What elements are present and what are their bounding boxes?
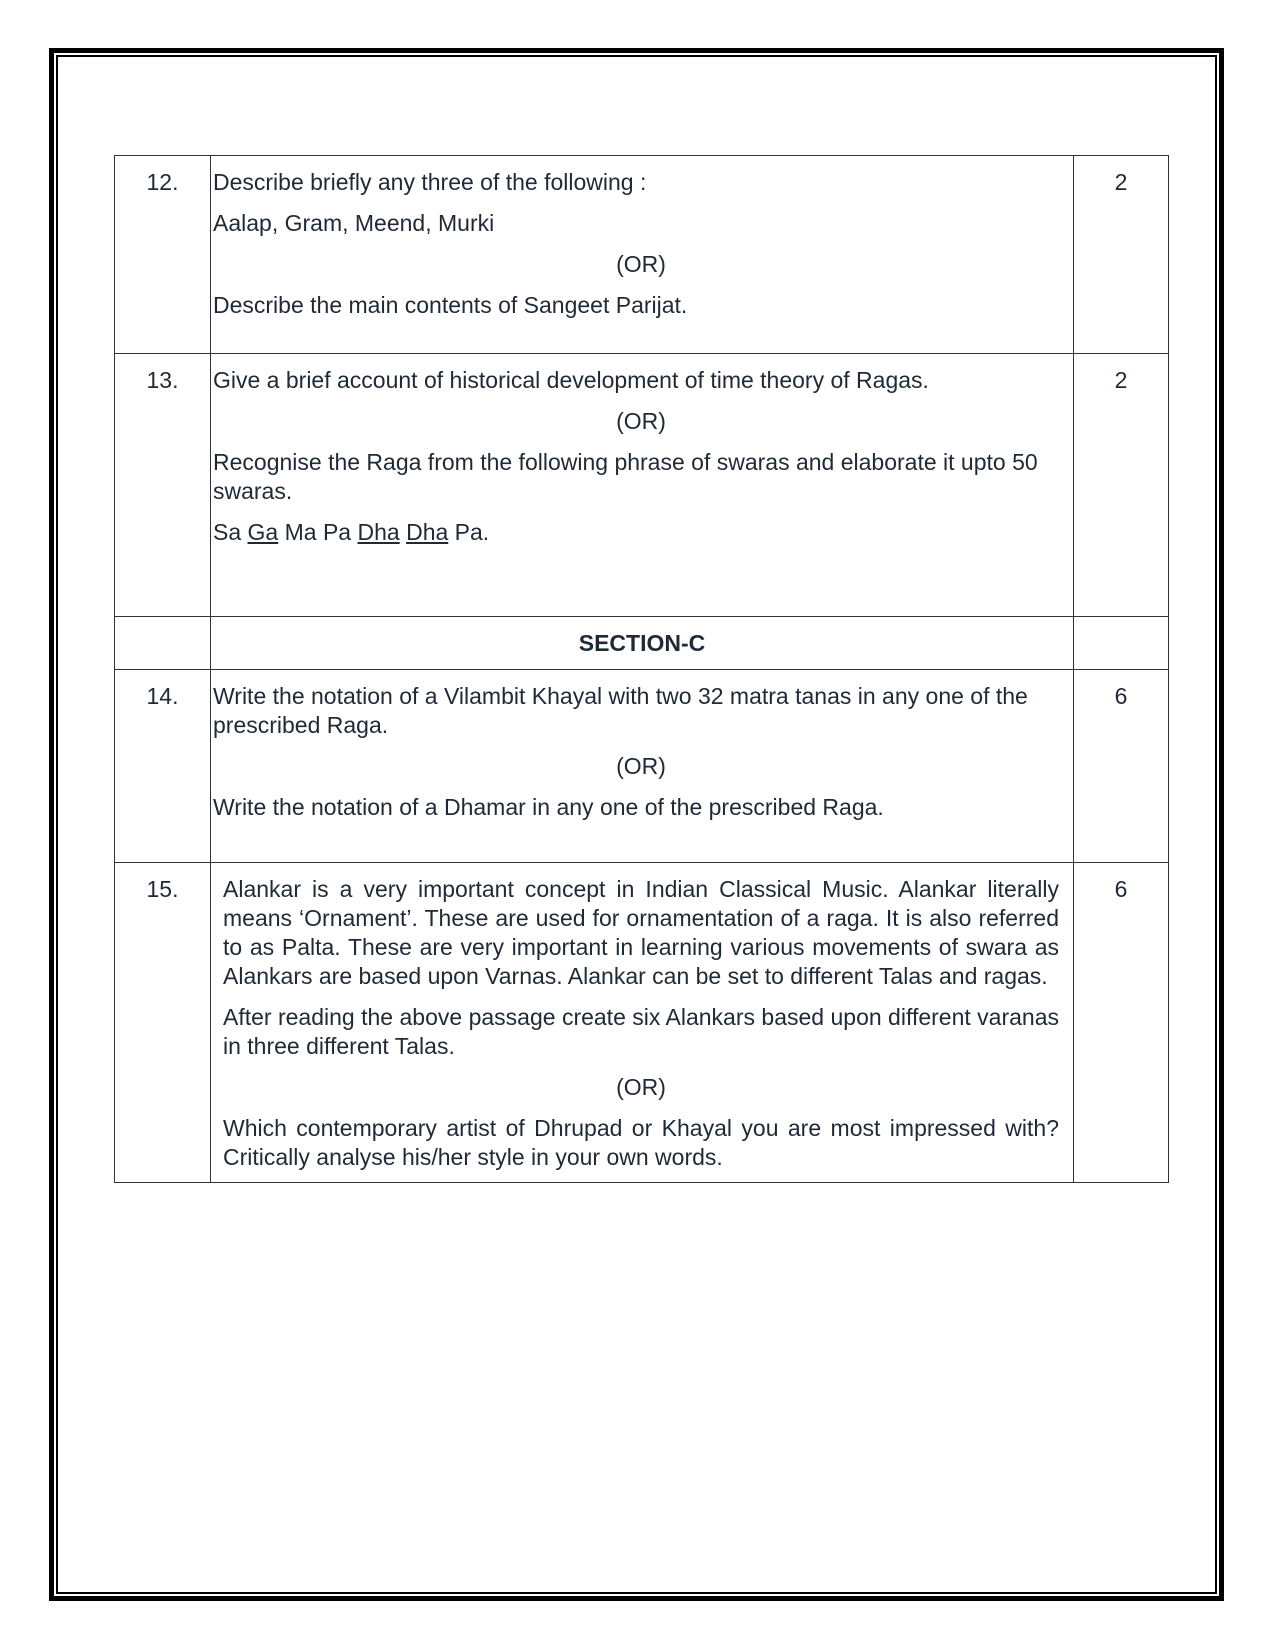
swara-ga-komal: Ga (247, 519, 279, 545)
question-marks: 2 (1074, 156, 1169, 354)
swara-ma: Ma (284, 519, 317, 545)
swara-pa: Pa. (454, 519, 490, 545)
question-line: Aalap, Gram, Meend, Murki (213, 210, 495, 236)
question-row-13 (115, 354, 1169, 617)
question-table (114, 155, 1169, 1183)
empty-cell (1074, 617, 1169, 670)
question-line: Describe briefly any three of the following : (213, 169, 647, 195)
swara-dha-komal: Dha (406, 519, 449, 545)
passage: Alankar is a very important concept in Indian Classical Music. Alankar literally means ‘Ornament’. These are used for ornamentation of a raga. It is also referred to as Palta. These are very important in learning various movements of swara as Alankars are based upon Varnas. Alankar can be set to different Talas and ragas. (223, 876, 1059, 989)
alternative-question: Write the notation of a Dhamar in any one of the prescribed Raga. (213, 794, 884, 820)
question-number: 14. (115, 670, 211, 863)
swara-dha-komal: Dha (357, 519, 400, 545)
empty-cell (115, 617, 211, 670)
alternative-question: Recognise the Raga from the following phrase of swaras and elaborate it upto 50 swaras. (213, 449, 1038, 504)
question-text (211, 156, 1074, 354)
section-title: SECTION-C (211, 617, 1074, 670)
or-separator: (OR) (616, 408, 666, 434)
question-row-15 (115, 863, 1169, 1183)
or-separator: (OR) (616, 1074, 666, 1100)
or-separator: (OR) (616, 251, 666, 277)
question-number: 13. (115, 354, 211, 617)
question-row-12 (115, 156, 1169, 354)
section-header-row (115, 617, 1169, 670)
question-marks: 6 (1074, 863, 1169, 1183)
question-text (211, 354, 1074, 617)
question-marks: 2 (1074, 354, 1169, 617)
question-line: Write the notation of a Vilambit Khayal with two 32 matra tanas in any one of the prescribed Raga. (213, 683, 1028, 738)
question-line: After reading the above passage create six Alankars based upon different varanas in three different Talas. (223, 1004, 1059, 1059)
question-marks: 6 (1074, 670, 1169, 863)
question-text (211, 670, 1074, 863)
swara-phrase (213, 518, 1069, 547)
question-number: 12. (115, 156, 211, 354)
swara-sa: Sa (213, 519, 242, 545)
question-number: 15. (115, 863, 211, 1183)
question-text (211, 863, 1074, 1183)
swara-pa: Pa (322, 519, 352, 545)
or-separator: (OR) (616, 753, 666, 779)
alternative-question: Describe the main contents of Sangeet Parijat. (213, 292, 688, 318)
alternative-question: Which contemporary artist of Dhrupad or Khayal you are most impressed with? Critically analyse his/her style in your own words. (223, 1115, 1059, 1170)
question-row-14 (115, 670, 1169, 863)
question-line: Give a brief account of historical development of time theory of Ragas. (213, 367, 929, 393)
